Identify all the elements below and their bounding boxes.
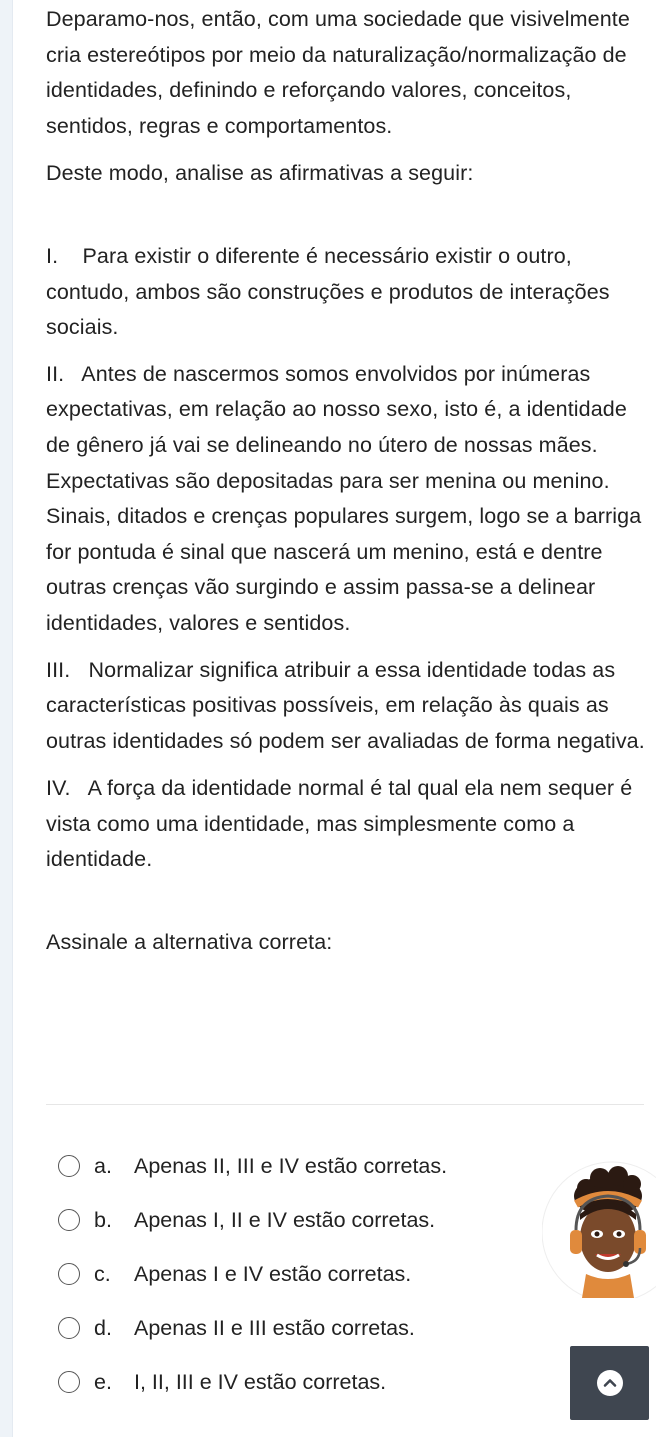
question-instruction: Assinale a alternativa correta: <box>46 930 333 955</box>
assistant-avatar-icon[interactable] <box>542 1158 656 1298</box>
option-letter: b. <box>94 1207 112 1232</box>
left-margin-stripe <box>0 0 13 1437</box>
question-prompt: Deste modo, analise as afirmativas a seguir: <box>46 161 474 186</box>
divider <box>46 1104 644 1105</box>
statement-1 <box>46 239 646 346</box>
radio-button[interactable] <box>58 1209 80 1231</box>
question-intro: Deparamo-nos, então, com uma sociedade que visivelmente cria estereótipos por meio da naturalização/normalização de identidades, definindo e reforçando valores, conceitos, sentidos, regras e comportamentos. <box>46 7 630 138</box>
option-d[interactable] <box>58 1308 415 1348</box>
option-c[interactable] <box>58 1254 411 1294</box>
chevron-up-icon <box>597 1370 623 1396</box>
option-letter: d. <box>94 1315 112 1340</box>
radio-button[interactable] <box>58 1317 80 1339</box>
option-text: I, II, III e IV estão corretas. <box>134 1369 387 1394</box>
statement-number: III. <box>46 657 71 682</box>
radio-button[interactable] <box>58 1371 80 1393</box>
radio-button[interactable] <box>58 1263 80 1285</box>
scroll-to-top-button[interactable] <box>570 1346 649 1420</box>
option-text: Apenas I e IV estão corretas. <box>134 1261 412 1286</box>
statement-number: II. <box>46 361 65 386</box>
statement-number: I. <box>46 243 59 268</box>
statement-text: A força da identidade normal é tal qual ela nem sequer é vista como uma identidade, mas simplesmente como a identidade. <box>46 776 633 872</box>
statement-4 <box>46 771 646 878</box>
option-e[interactable] <box>58 1362 386 1402</box>
option-letter: a. <box>94 1153 112 1178</box>
question-content <box>46 0 646 961</box>
option-a[interactable] <box>58 1146 447 1186</box>
statement-2 <box>46 357 646 642</box>
statement-text: Normalizar significa atribuir a essa identidade todas as características positivas possíveis, em relação às quais as outras identidades só podem ser avaliadas de forma negativa. <box>46 657 645 753</box>
statement-3 <box>46 653 646 760</box>
option-letter: c. <box>94 1261 111 1286</box>
option-text: Apenas II, III e IV estão corretas. <box>134 1153 448 1178</box>
statement-number: IV. <box>46 776 71 801</box>
statement-text: Antes de nascermos somos envolvidos por inúmeras expectativas, em relação ao nosso sexo, isto é, a identidade de gênero já vai se delineando no útero de nossas mães. Expectativas são depositadas para ser menina ou menino. Sinais, ditados e crenças populares surgem, logo se a barriga for pontuda é sinal que nascerá um menino, está e dentre outras crenças vão surgindo e assim passa-se a delinear identidades, valores e sentidos. <box>46 361 642 635</box>
option-text: Apenas II e III estão corretas. <box>134 1315 415 1340</box>
option-text: Apenas I, II e IV estão corretas. <box>134 1207 436 1232</box>
radio-button[interactable] <box>58 1155 80 1177</box>
statement-text: Para existir o diferente é necessário existir o outro, contudo, ambos são construções e produtos de interações sociais. <box>46 243 610 340</box>
option-b[interactable] <box>58 1200 435 1240</box>
option-letter: e. <box>94 1369 112 1394</box>
